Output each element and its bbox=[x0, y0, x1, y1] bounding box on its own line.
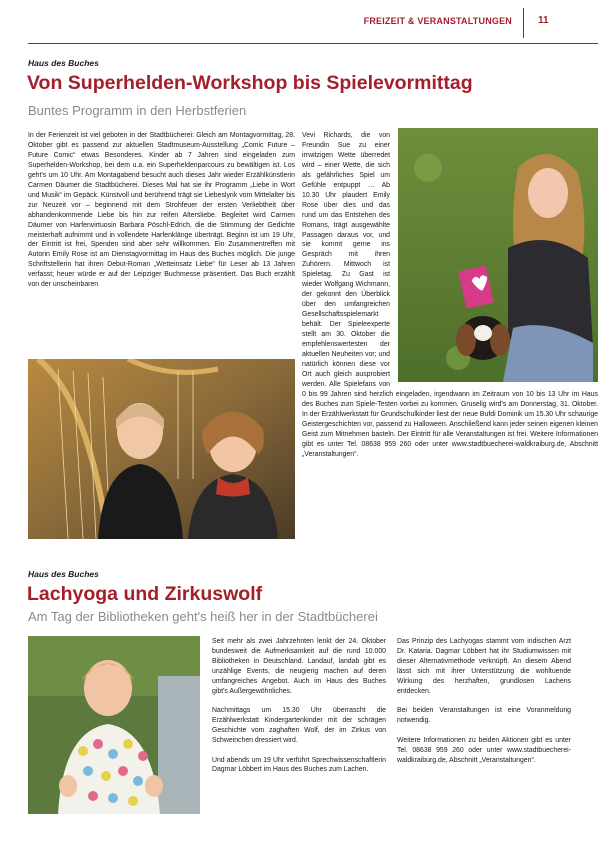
article1-column2-text: Vevi Richards, die von Freundin Sue zu einer irrwitzigen Wette überredet wird – einer Wette, die sich als gefährliches Spiel um Gefühle entpuppt … Ab 10.30 Uhr plaudert Emily Rose über dies und das rund um das Entstehen des Romans, trägt ausgewählte Passagen daraus vor, und sie kommt gerne ins Gespräch mit ihren Zuhörern. Mittwoch ist Spieletag. Zu Gast ist wieder Wolfgang Wichmann, der gekonnt den Überblick über den umfangreichen Gesellschaftsspielemarkt behält. Der Spieleexperte stellt am 30. Oktober die empfehlenswertesten der aktuellen Neuheiten vor; und natürlich können diese vor Ort auch gleich ausprobiert werden. Alle Spielefans von 0 bis 99 Jahren sind herzlich eingeladen, irgendwann im Zeitraum von 10 bis 13 Uhr im Haus des Buches zum Spiele-Testen vorbei zu kommen. Gruselig wird's am Donnerstag, 31. Oktober. In der Erzählwerkstatt für Grundschulkinder liest der neue Bufdi Dominik um 15.30 Uhr schaurige Geistergeschichten vor, passend zu Halloween. Anschließend kann jeder seinen eigenen kleinen Geist zum Mitnehmen basteln. Der Eintritt für alle Veranstaltungen ist frei. Weitere Informationen gibt es unter Tel. 08638 959 260 oder unter www.stadtbuecherei-waldkraiburg.de, Abschnitt „Veranstaltungen“. bbox=[302, 132, 598, 458]
article1-kicker: Haus des Buches bbox=[28, 58, 99, 68]
article2-title: Lachyoga und Zirkuswolf bbox=[27, 583, 263, 605]
article2-column2 bbox=[397, 637, 571, 765]
article1-column2-upper bbox=[302, 131, 598, 546]
article1-subtitle: Buntes Programm in den Herbstferien bbox=[28, 103, 247, 118]
article1-title: Von Superhelden-Workshop bis Spielevormittag bbox=[27, 72, 473, 94]
article2-col1-paragraph: Und abends um 19 Uhr verführt Sprechwissenschaftlerin Dagmar Löbbert im Haus des Buches zum Lachen. bbox=[212, 756, 386, 774]
article2-subtitle: Am Tag der Bibliotheken geht's heiß her in der Stadtbücherei bbox=[28, 609, 378, 624]
page-number: 11 bbox=[538, 15, 549, 26]
article2-column1 bbox=[212, 637, 386, 775]
article2-kicker: Haus des Buches bbox=[28, 569, 99, 579]
article2-col2-paragraph: Das Prinzip des Lachyogas stammt vom indischen Arzt Dr. Kataria. Dagmar Löbbert hat ihr Studiumwissen mit dieser Alternativmethode verknüpft. An diesem Abend lässt sich mit ihrer Unterstützung die wohltuende Wirkung des herzhaften, grundlosen Lachens entdecken. bbox=[397, 638, 571, 695]
header-divider bbox=[523, 8, 524, 38]
article1-column1: In der Ferienzeit ist viel geboten in der Stadtbücherei: Gleich am Montagvormittag, 28. Oktober gibt es passend zur aktuellen Stadtmuseum-Ausstellung „Comic Future – Future Comic“ etwas Besonderes. Kinder ab 7 Jahren sind eingeladen zum Superhelden-Workshop, bei dem u.a. ein Superheldenparcours zu bewältigen ist. Los geht's um 10 Uhr. Am Montagabend besucht auch dieses Jahr wieder Erzählkünstlerin Carmen Däumer die Stadtbücherei. Dieses Mal hat sie ihr Programm „Liebe in Wort und Musik“ im Gepäck. Künstvoll und berührend trägt sie Liebeslyrik vom Mittelalter bis zur Neuzeit vor – beginnend mit dem Strohfeuer der ersten Verliebtheit über abhandenkommende Liebe bis hin zur reifen Altersliebe. Begleitet wird Carmen Däumer von Harfenvirtuosin Barbara Pöschl-Edrich, die die Stimmung der Gedichte meisterhaft aufnimmt und in vollendete Harfenklänge überträgt. Beginn ist um 19 Uhr, der Eintritt ist frei, Spenden sind aber sehr willkommen. Ein Zusammentreffen mit Autorin Emily Rose ist am Dienstagvormittag im Haus des Buches möglich. Die junge Schriftstellerin hat ihren Debut-Roman „Wetteinsatz Liebe“ für Leser ab 13 Jahren verfasst; heuer würde er auf der Leipziger Buchmesse präsentiert. Das Buch erzählt von der unscheinbaren bbox=[28, 132, 295, 289]
section-label: FREIZEIT & VERANSTALTUNGEN bbox=[363, 16, 512, 26]
photo-lachyoga-trainer bbox=[28, 636, 200, 814]
article2-col2-paragraph: Weitere Informationen zu beiden Aktionen gibt es unter Tel. 08638 959 260 oder unter www.stadtbuecherei-waldkraiburg.de, Abschnitt „Veranstaltungen“. bbox=[397, 736, 571, 764]
article2-col1-paragraph: Nachmittags um 15.30 Uhr überrascht die Erzählwerkstatt Kindergartenkinder mit der schrägen Geschichte vom zaghaften Wolf, der im Zirkus von Schweinchen dressiert wird. bbox=[212, 707, 386, 745]
article2-col2-paragraph: Bei beiden Veranstaltungen ist eine Voranmeldung notwendig. bbox=[397, 707, 571, 725]
article2-col1-paragraph: Seit mehr als zwei Jahrzehnten lenkt der 24. Oktober bundesweit die Aufmerksamkeit auf die rund 10.000 Bibliotheken in Deutschland. Landauf, landab gibt es unzählige Events, die neugierig machen auf deren umfangreiches Angebot. Auch im Haus des Buches gibt's Außergewöhnliches. bbox=[212, 638, 386, 695]
photo-harp-duo bbox=[28, 359, 295, 539]
header-rule bbox=[28, 43, 598, 44]
